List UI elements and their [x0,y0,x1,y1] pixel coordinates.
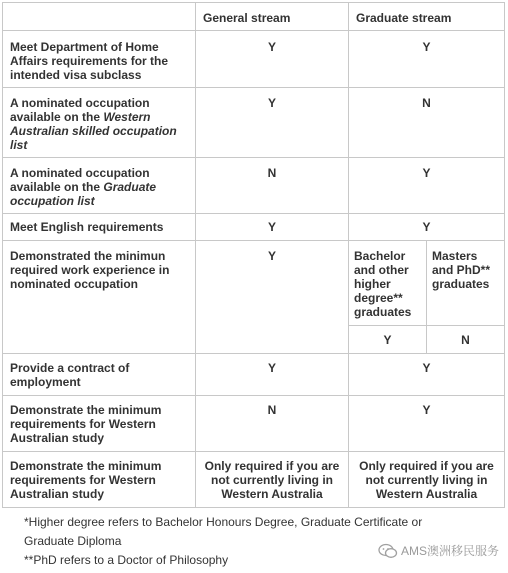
graduate-value: Y [349,214,505,241]
footnote-line: *Higher degree refers to Bachelor Honours Degree, Graduate Certificate or [24,515,423,529]
table-row [3,31,505,88]
occupation-list-name: Graduate occupation list [10,180,157,208]
requirements-table [2,2,505,508]
criterion-cell [3,88,196,158]
footnote-line: Graduate Diploma [24,534,122,548]
criterion-cell: Demonstrate the minimum requirements for Western Australian study [3,396,196,452]
general-value: Y [196,88,349,158]
watermark-text: AMS澳洲移民服务 [401,544,500,558]
criterion-cell: Demonstrated the minimun required work experience in nominated occupation [3,241,196,354]
table-row [3,88,505,158]
graduate-masters-value: N [427,326,505,354]
criterion-cell [3,158,196,214]
general-value: Y [196,354,349,396]
watermark [378,542,499,559]
table-row [3,158,505,214]
table-row [3,241,505,326]
table-row [3,396,505,452]
graduate-value: Y [349,31,505,88]
graduate-value: Only required if you are not currently living in Western Australia [349,452,505,508]
criterion-cell: Meet English requirements [3,214,196,241]
table-header-row [3,3,505,31]
general-value: N [196,396,349,452]
criterion-cell: Meet Department of Home Affairs requirements for the intended visa subclass [3,31,196,88]
general-value: Y [196,241,349,354]
general-value: Only required if you are not currently living in Western Australia [196,452,349,508]
header-general-stream: General stream [196,3,349,31]
criterion-cell: Demonstrate the minimum requirements for Western Australian study [3,452,196,508]
general-value: Y [196,214,349,241]
criterion-text: A nominated occupation available on the [10,96,150,124]
general-value: N [196,158,349,214]
occupation-list-name: Western Australian skilled occupation list [10,110,177,152]
graduate-bachelor-value: Y [349,326,427,354]
requirements-table-container [2,2,505,508]
graduate-value: Y [349,158,505,214]
general-value: Y [196,31,349,88]
criterion-cell: Provide a contract of employment [3,354,196,396]
wechat-icon [378,543,398,559]
table-row [3,354,505,396]
graduate-subheader-bachelor: Bachelor and other higher degree** graduates [349,241,427,326]
footnotes [24,513,422,570]
header-empty-cell [3,3,196,31]
criterion-text: A nominated occupation available on the [10,166,150,194]
graduate-subheader-masters: Masters and PhD** graduates [427,241,505,326]
graduate-value: Y [349,396,505,452]
graduate-value: Y [349,354,505,396]
table-row [3,214,505,241]
footnote-line: **PhD refers to a Doctor of Philosophy [24,553,229,567]
header-graduate-stream: Graduate stream [349,3,505,31]
table-row [3,452,505,508]
graduate-value: N [349,88,505,158]
